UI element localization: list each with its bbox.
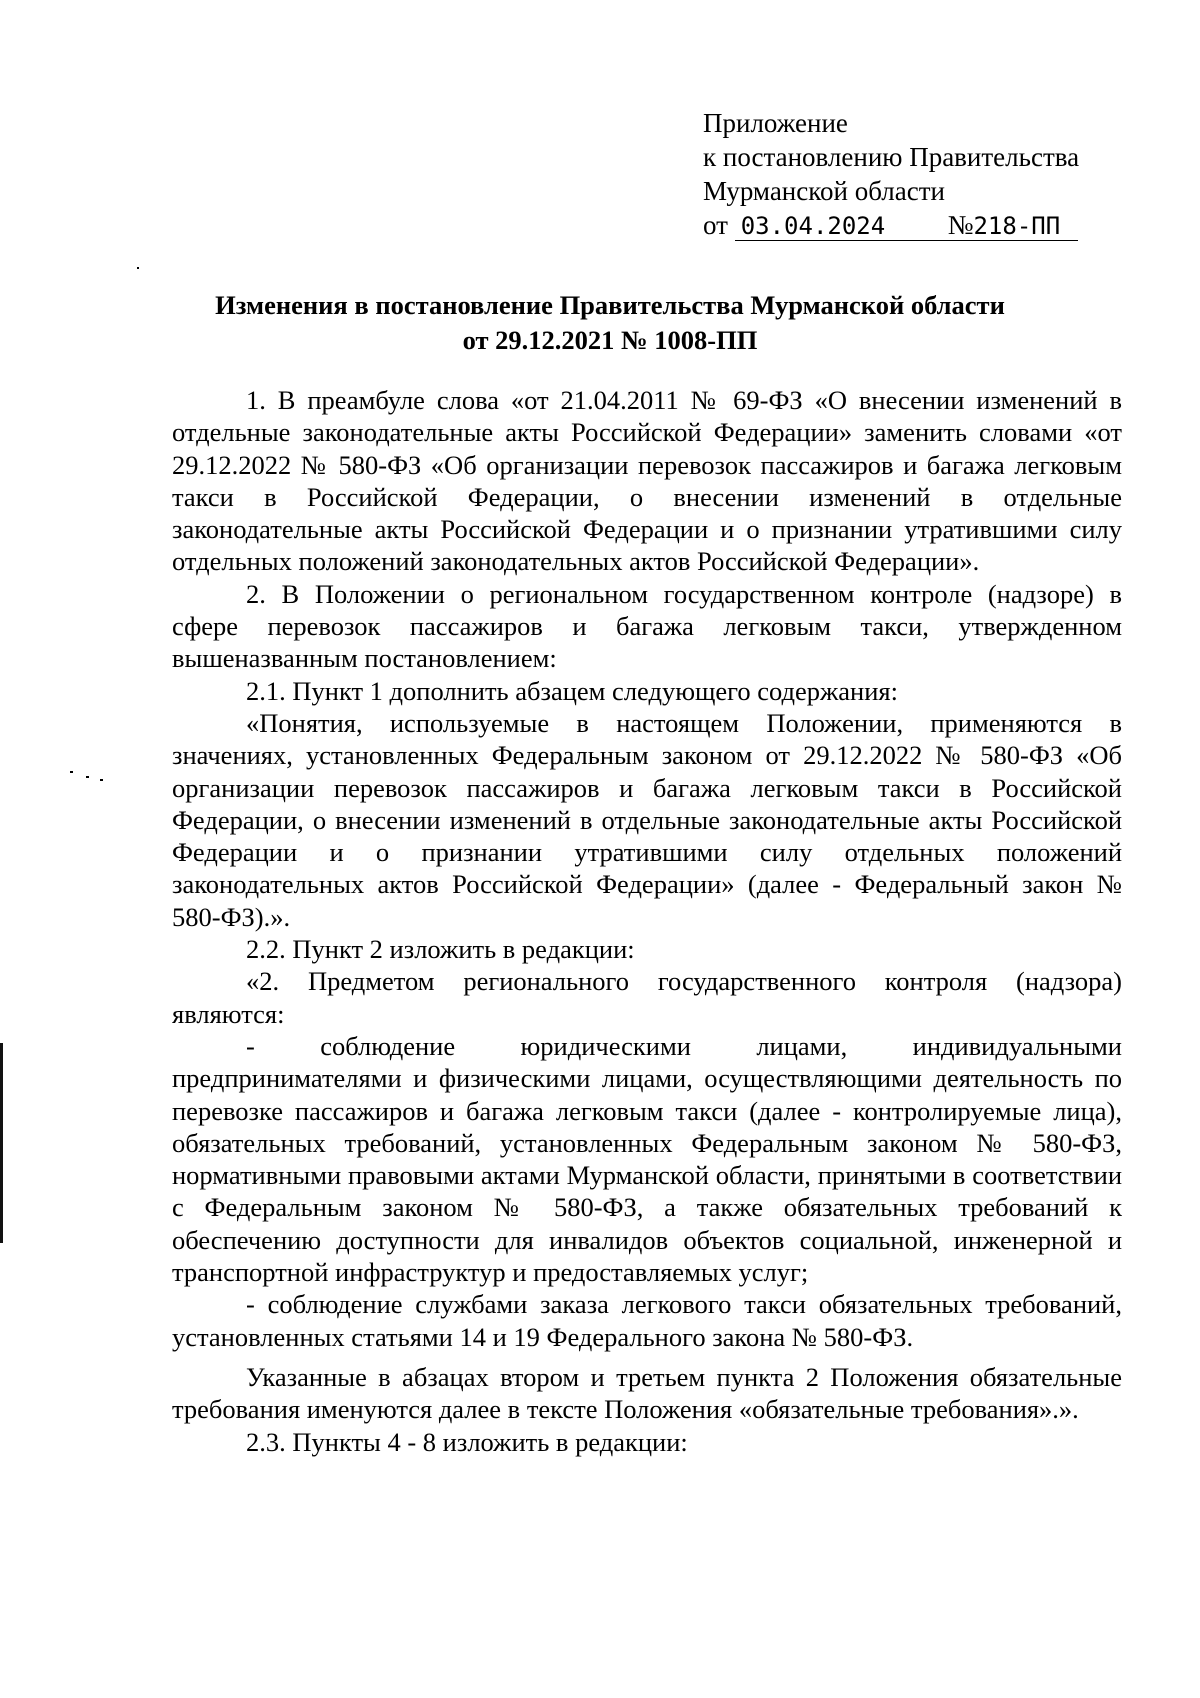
scan-speck [70,771,73,773]
title-line-2: от 29.12.2021 № 1008-ПП [462,325,758,355]
appendix-resolution-line: к постановлению Правительства [703,142,1080,172]
document-title [150,288,1070,358]
appendix-label: Приложение [703,108,848,138]
scan-edge-line [0,1043,3,1243]
resolution-number: 218-ПП [973,212,1061,240]
appendix-region-line: Мурманской области [703,176,945,206]
paragraph-2-2-text: «2. Предметом регионального государственного контроля (надзора) являются: [172,966,1122,1029]
list-item-2: - соблюдение службами заказа легкового такси обязательных требований, установленных статьями 14 и 19 Федерального закона № 580-ФЗ. [172,1289,1122,1352]
scan-speck [86,776,89,778]
paragraph-note: Указанные в абзацах втором и третьем пункта 2 Положения обязательные требования именуются далее в тексте Положения «обязательные требования».». [172,1361,1122,1425]
scan-speck [100,779,103,781]
title-line-1: Изменения в постановление Правительства Мурманской области [215,290,1005,320]
appendix-date-number [703,208,1123,242]
paragraph-2: 2. В Положении о региональном государственном контроле (надзоре) в сфере перевозок пассажиров и багажа легковым такси, утвержденном вышеназванным постановлением: [172,578,1122,674]
paragraph-2-3: 2.3. Пункты 4 - 8 изложить в редакции: [246,1426,688,1457]
appendix-header [703,106,1123,242]
paragraph-2-2: 2.2. Пункт 2 изложить в редакции: [246,934,635,965]
paragraph-2-1: 2.1. Пункт 1 дополнить абзацем следующего содержания: [246,675,898,706]
document-body [172,384,1122,1458]
list-item-1: - соблюдение юридическими лицами, индивидуальными предпринимателями и физическими лицами, осуществляющими деятельность по перевозке пассажиров и багажа легковым такси (далее - контролируемые лица), обязательных требований, установленных Федеральным законом № 580-ФЗ, нормативными правовыми актами Мурманской области, принятыми в соответствии с Федеральным законом № 580-ФЗ, а также обязательных требований к обеспечению доступности для инвалидов объектов социальной, инженерной и транспортной инфраструктур и предоставляемых услуг; [172,1030,1122,1288]
scan-speck [137,267,139,269]
paragraph-1: 1. В преамбуле слова «от 21.04.2011 № 69-ФЗ «О внесении изменений в отдельные законодательные акты Российской Федерации» заменить словами «от 29.12.2022 № 580-ФЗ «Об организации перевозок пассажиров и багажа легковым такси в Российской Федерации, о внесении изменений в отдельные законодательные акты Российской Федерации и о признании утратившими силу отдельных положений законодательных актов Российской Федерации». [172,385,1122,577]
paragraph-2-1-text: «Понятия, используемые в настоящем Положении, применяются в значениях, установленных Федеральным законом от 29.12.2022 № 580-ФЗ «Об организации перевозок пассажиров и багажа легковым такси в Российской Федерации, о внесении изменений в отдельные законодательные акты Российской Федерации и о признании утратившими силу отдельных положений законодательных актов Российской Федерации» (далее - Федеральный закон № 580-ФЗ).». [172,707,1122,932]
from-label: от [703,210,728,240]
resolution-date: 03.04.2024 [735,212,948,241]
number-label: № [947,210,974,240]
